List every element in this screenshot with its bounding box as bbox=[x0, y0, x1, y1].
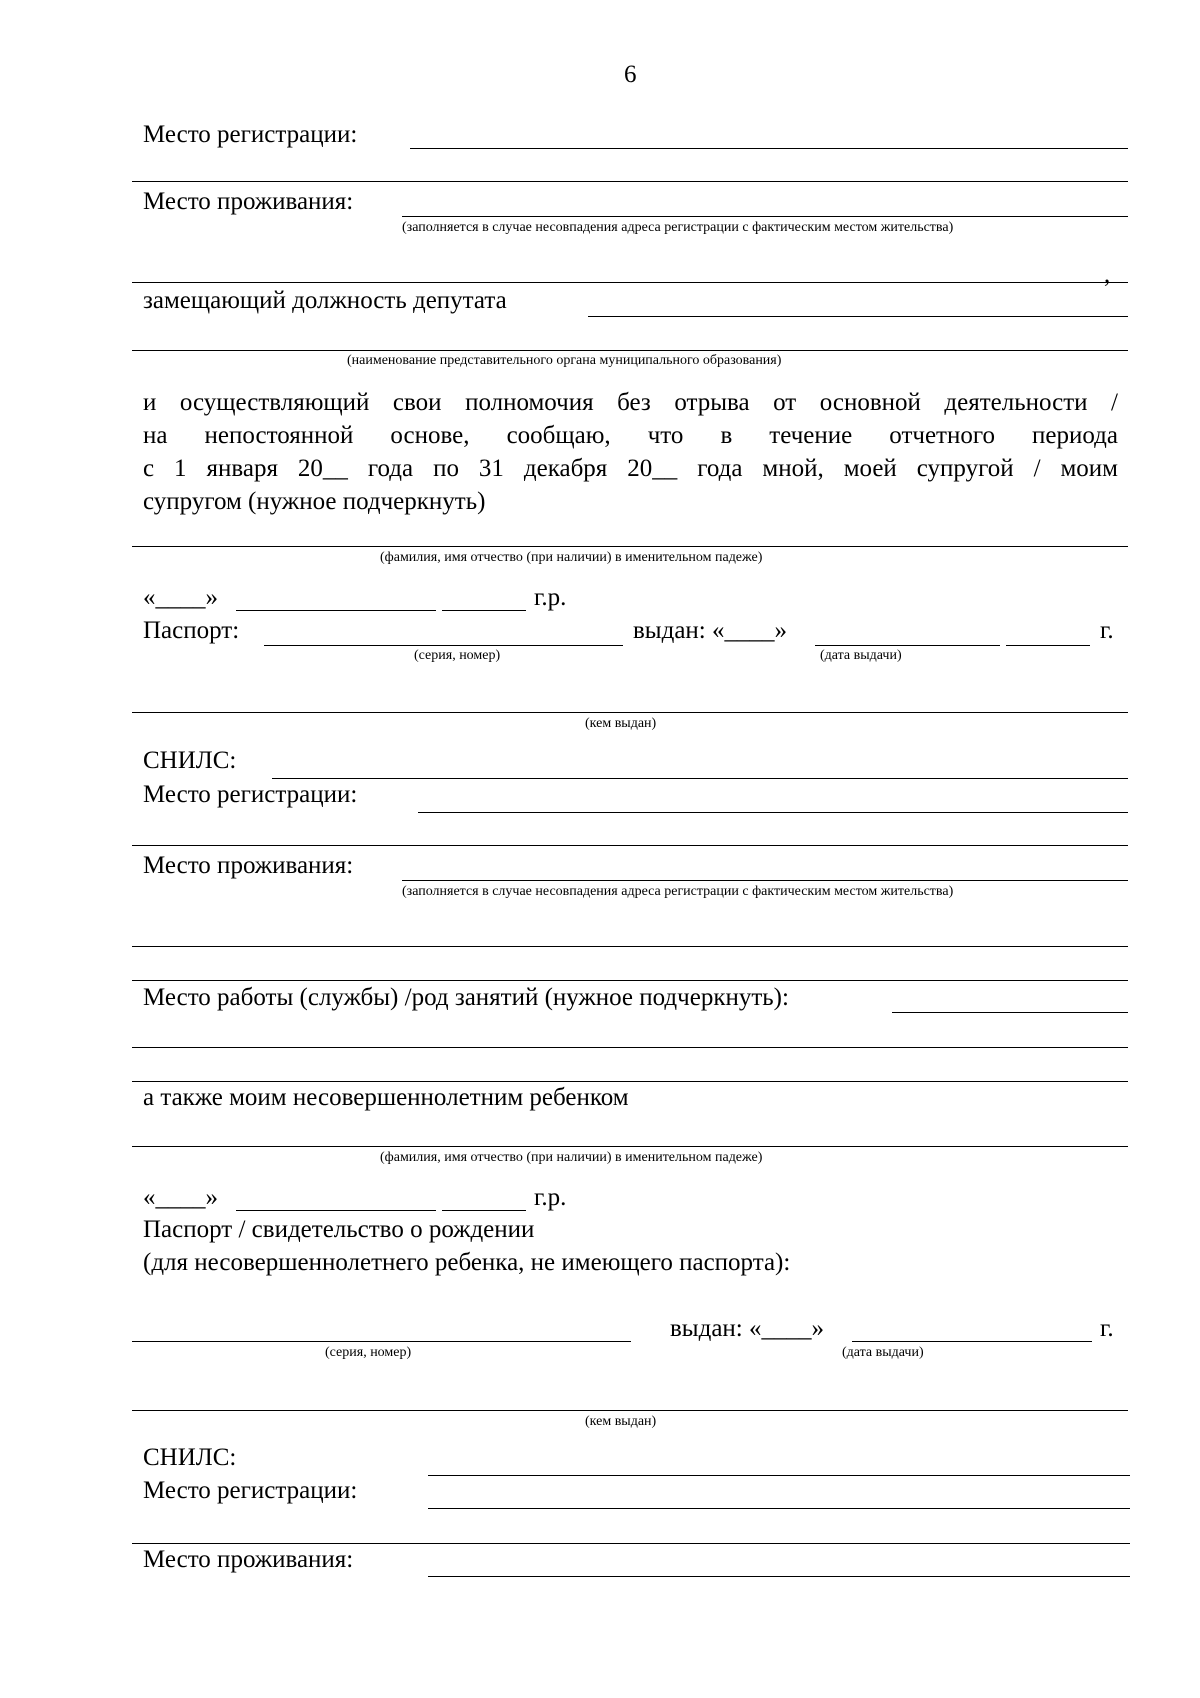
spouse-live-label: Место проживания: bbox=[143, 852, 354, 879]
spouse-issued-by-field[interactable] bbox=[132, 712, 1128, 713]
child-live-field[interactable] bbox=[428, 1576, 1130, 1577]
spouse-passport-number-field[interactable] bbox=[264, 645, 623, 646]
comma-mark: , bbox=[1104, 261, 1111, 288]
child-issue-date-field[interactable] bbox=[852, 1341, 1092, 1342]
spouse-issue-year-suffix: г. bbox=[1100, 617, 1114, 644]
child-birth-day: «____» bbox=[143, 1184, 218, 1211]
child-fio-hint: (фамилия, имя отчество (при наличии) в именительном падеже) bbox=[380, 1150, 763, 1165]
deputy-org-field[interactable] bbox=[588, 316, 1128, 317]
spouse-birth-month-field[interactable] bbox=[236, 610, 436, 611]
child-birth-suffix: г.р. bbox=[534, 1184, 567, 1211]
spouse-work-field-cont[interactable] bbox=[132, 1047, 1128, 1048]
spouse-live-field-cont2[interactable] bbox=[132, 980, 1128, 981]
live-place-label: Место проживания: bbox=[143, 188, 354, 215]
paragraph-line: и осуществляющий свои полномочия без отрыва от основной деятельности / bbox=[143, 389, 1118, 416]
child-doc-label: Паспорт / свидетельство о рождении bbox=[143, 1216, 535, 1243]
declaration-paragraph bbox=[143, 386, 1118, 518]
paragraph-line: с 1 января 20__ года по 31 декабря 20__ года мной, моей супругой / моим bbox=[143, 455, 1118, 482]
child-birth-year-field[interactable] bbox=[442, 1210, 526, 1211]
child-doc-number-field[interactable] bbox=[132, 1341, 631, 1342]
live-place-field-cont[interactable] bbox=[132, 282, 1128, 283]
child-snils-field[interactable] bbox=[428, 1475, 1130, 1476]
child-live-label: Место проживания: bbox=[143, 1546, 354, 1573]
spouse-birth-day: «____» bbox=[143, 584, 218, 611]
child-series-hint: (серия, номер) bbox=[325, 1345, 412, 1360]
paragraph-line: на непостоянной основе, сообщаю, что в течение отчетного периода bbox=[143, 422, 1118, 449]
spouse-fio-hint: (фамилия, имя отчество (при наличии) в именительном падеже) bbox=[380, 550, 763, 565]
spouse-reg-field-cont[interactable] bbox=[132, 845, 1128, 846]
spouse-reg-label: Место регистрации: bbox=[143, 781, 358, 808]
spouse-live-field-cont[interactable] bbox=[132, 946, 1128, 947]
deputy-label: замещающий должность депутата bbox=[143, 287, 507, 314]
child-snils-label: СНИЛС: bbox=[143, 1444, 237, 1471]
child-intro-text: а также моим несовершеннолетним ребенком bbox=[143, 1084, 629, 1111]
live-place-hint: (заполняется в случае несовпадения адреса регистрации с фактическим местом жительства) bbox=[402, 220, 954, 235]
spouse-issued-by-hint: (кем выдан) bbox=[585, 716, 657, 731]
page-number: 6 bbox=[624, 61, 637, 88]
child-issue-year-suffix: г. bbox=[1100, 1315, 1114, 1342]
spouse-work-field[interactable] bbox=[892, 1012, 1128, 1013]
child-fio-field[interactable] bbox=[132, 1146, 1128, 1147]
deputy-org-field-cont[interactable] bbox=[132, 350, 1128, 351]
child-birth-month-field[interactable] bbox=[236, 1210, 436, 1211]
spouse-birth-suffix: г.р. bbox=[534, 584, 567, 611]
child-reg-label: Место регистрации: bbox=[143, 1477, 358, 1504]
spouse-snils-label: СНИЛС: bbox=[143, 747, 237, 774]
spouse-issue-year-field[interactable] bbox=[1006, 645, 1090, 646]
spouse-passport-label: Паспорт: bbox=[143, 617, 240, 644]
spouse-series-hint: (серия, номер) bbox=[414, 648, 501, 663]
org-name-hint: (наименование представительного органа муниципального образования) bbox=[347, 353, 782, 368]
child-issued-by-field[interactable] bbox=[132, 1410, 1128, 1411]
child-doc-note: (для несовершеннолетнего ребенка, не имеющего паспорта): bbox=[143, 1249, 791, 1276]
spouse-issue-month-field[interactable] bbox=[815, 645, 1000, 646]
spouse-fio-field[interactable] bbox=[132, 546, 1128, 547]
child-reg-field-cont[interactable] bbox=[132, 1543, 1130, 1544]
spouse-issue-date-hint: (дата выдачи) bbox=[820, 648, 902, 663]
spouse-live-field[interactable] bbox=[402, 880, 1128, 881]
spouse-birth-year-field[interactable] bbox=[442, 610, 526, 611]
child-issued-label: выдан: «____» bbox=[670, 1315, 824, 1342]
child-intro-rule bbox=[132, 1081, 1128, 1082]
child-issue-date-hint: (дата выдачи) bbox=[842, 1345, 924, 1360]
spouse-issued-label: выдан: «____» bbox=[633, 617, 787, 644]
reg-place-label: Место регистрации: bbox=[143, 121, 358, 148]
reg-place-field-cont[interactable] bbox=[132, 181, 1128, 182]
live-place-field[interactable] bbox=[402, 216, 1128, 217]
spouse-snils-field[interactable] bbox=[272, 778, 1128, 779]
spouse-work-label: Место работы (службы) /род занятий (нужное подчеркнуть): bbox=[143, 984, 789, 1011]
reg-place-field[interactable] bbox=[410, 148, 1128, 149]
child-reg-field[interactable] bbox=[428, 1508, 1130, 1509]
paragraph-line: супругом (нужное подчеркнуть) bbox=[143, 488, 486, 515]
spouse-reg-field[interactable] bbox=[418, 812, 1128, 813]
child-issued-by-hint: (кем выдан) bbox=[585, 1414, 657, 1429]
spouse-live-hint: (заполняется в случае несовпадения адреса регистрации с фактическим местом жительства) bbox=[402, 884, 954, 899]
